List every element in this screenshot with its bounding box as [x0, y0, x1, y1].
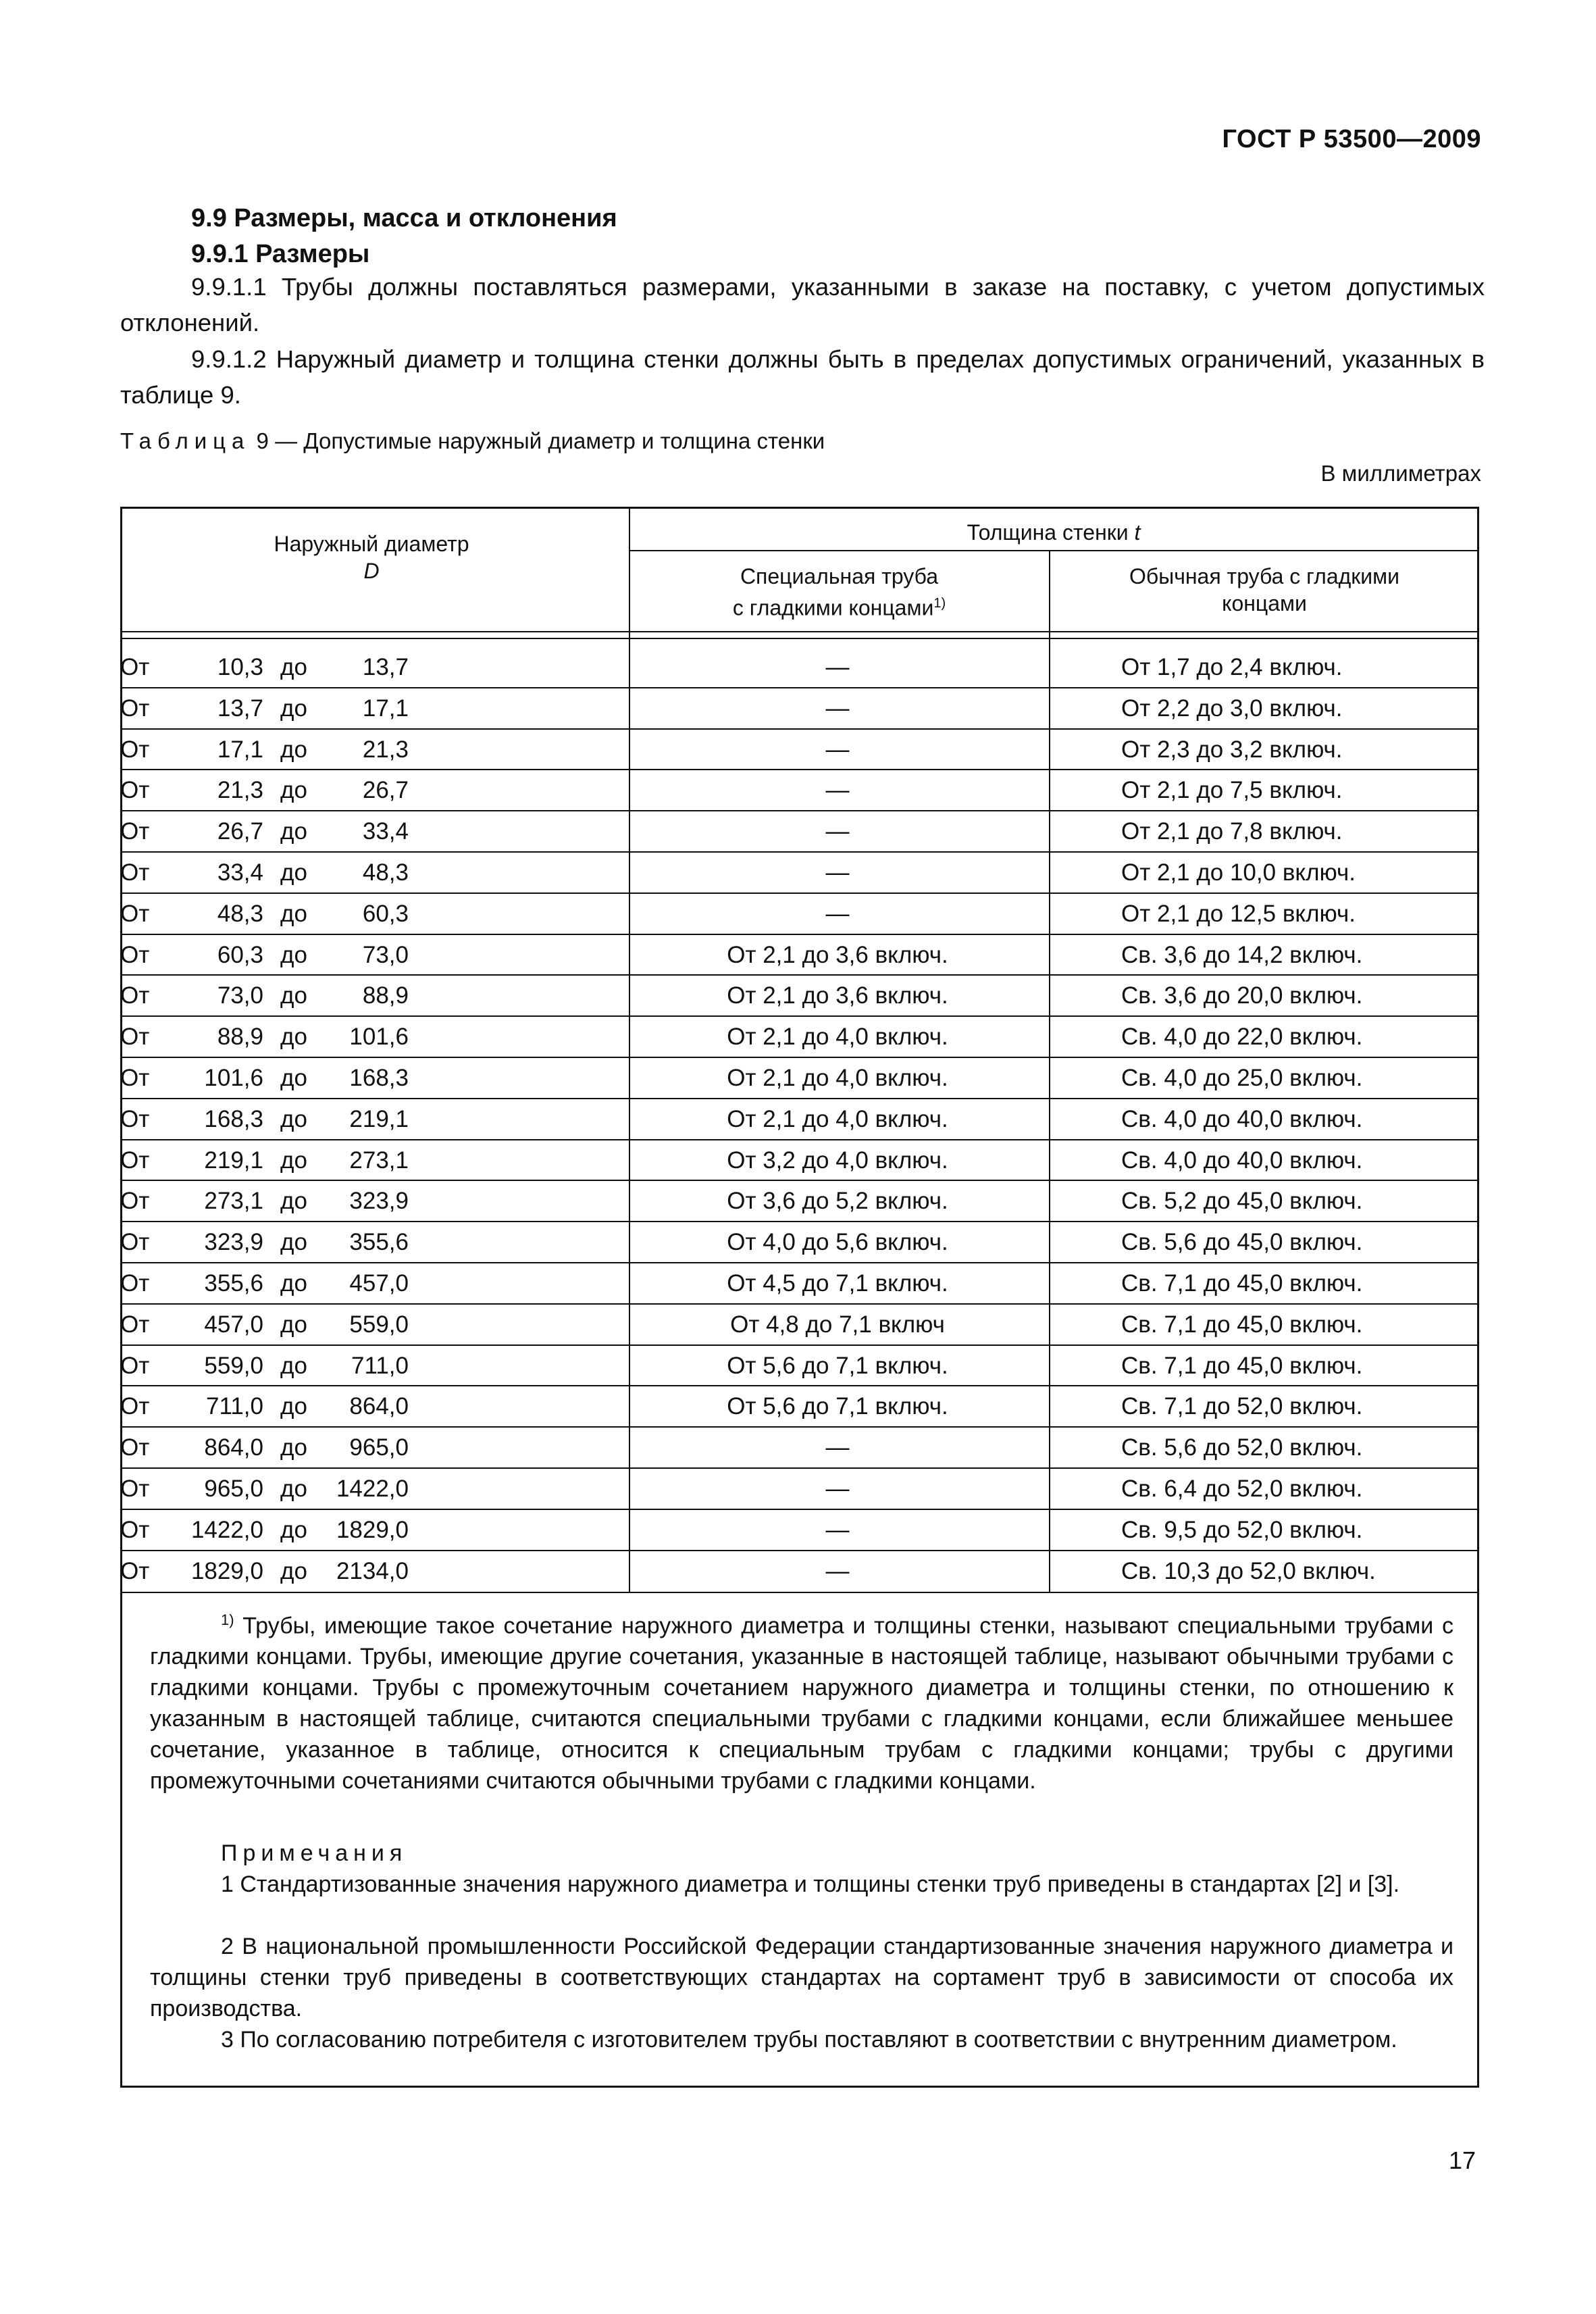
- cell-to-label: до: [280, 654, 307, 680]
- col-header-wall-thickness: [632, 519, 1476, 546]
- cell-special-pipe-thickness: —: [825, 777, 850, 803]
- cell-diameter-to: 48,3: [362, 859, 409, 886]
- cell-to-label: до: [280, 1229, 307, 1255]
- cell-from-label: От: [120, 695, 150, 722]
- cell-diameter-to: 26,7: [362, 777, 409, 803]
- cell-special-pipe-thickness: —: [825, 736, 850, 763]
- cell-from-label: От: [120, 1353, 150, 1379]
- table-caption-word: Таблица: [120, 428, 251, 453]
- cell-special-pipe-thickness: От 5,6 до 7,1 включ.: [727, 1353, 948, 1379]
- cell-diameter-from: 1829,0: [190, 1558, 263, 1584]
- cell-special-pipe-thickness: От 3,2 до 4,0 включ.: [727, 1147, 948, 1174]
- cell-diameter-from: 73,0: [217, 982, 263, 1009]
- cell-regular-pipe-thickness: Св. 5,2 до 45,0 включ.: [1121, 1188, 1363, 1214]
- cell-from-label: От: [120, 1517, 150, 1543]
- col-header-regular-pipe-line2: концами: [1222, 591, 1307, 615]
- cell-diameter-to: 457,0: [349, 1270, 409, 1297]
- cell-diameter-to: 1829,0: [336, 1517, 409, 1543]
- cell-to-label: до: [280, 859, 307, 886]
- cell-diameter-to: 559,0: [349, 1311, 409, 1338]
- cell-special-pipe-thickness: От 5,6 до 7,1 включ.: [727, 1393, 948, 1419]
- cell-diameter-from: 101,6: [204, 1065, 263, 1091]
- cell-from-label: От: [120, 1311, 150, 1338]
- cell-to-label: до: [280, 982, 307, 1009]
- subsection-heading: 9.9.1 Размеры: [191, 240, 370, 268]
- cell-regular-pipe-thickness: От 2,1 до 7,8 включ.: [1121, 818, 1343, 845]
- cell-special-pipe-thickness: От 2,1 до 4,0 включ.: [727, 1106, 948, 1132]
- cell-from-label: От: [120, 1147, 150, 1174]
- col-header-regular-pipe-line1: Обычная труба с гладкими: [1129, 564, 1400, 588]
- col-header-wall-thickness-symbol: t: [1134, 520, 1141, 545]
- cell-diameter-to: 101,6: [349, 1024, 409, 1050]
- table-units: В миллиметрах: [1320, 461, 1481, 486]
- cell-diameter-to: 33,4: [362, 818, 409, 845]
- cell-diameter-from: 559,0: [204, 1353, 263, 1379]
- cell-special-pipe-thickness: —: [825, 695, 850, 722]
- cell-from-label: От: [120, 1434, 150, 1461]
- cell-diameter-to: 17,1: [362, 695, 409, 722]
- table-divider-col2: [1049, 551, 1050, 1592]
- cell-regular-pipe-thickness: Св. 7,1 до 45,0 включ.: [1121, 1353, 1363, 1379]
- cell-from-label: От: [120, 982, 150, 1009]
- table-divider-col1: [629, 508, 630, 1592]
- cell-diameter-to: 2134,0: [336, 1558, 409, 1584]
- cell-from-label: От: [120, 1476, 150, 1502]
- col-header-outer-diameter: [135, 530, 608, 584]
- cell-from-label: От: [120, 1188, 150, 1214]
- notes-title: Примечания: [221, 1840, 408, 1866]
- cell-to-label: до: [280, 1270, 307, 1297]
- cell-diameter-from: 219,1: [204, 1147, 263, 1174]
- cell-from-label: От: [120, 1270, 150, 1297]
- cell-diameter-to: 88,9: [362, 982, 409, 1009]
- note-2: 2 В национальной промышленности Российской Федерации стандартизованные значения наружного диаметра и толщины стенки труб приведены в соответствующих стандартах на сортамент труб в зависимости от способа их производства.: [150, 1934, 1453, 2021]
- cell-regular-pipe-thickness: Св. 3,6 до 14,2 включ.: [1121, 942, 1363, 968]
- col-header-special-pipe: [632, 563, 1047, 622]
- cell-from-label: От: [120, 1229, 150, 1255]
- cell-diameter-from: 273,1: [204, 1188, 263, 1214]
- footnote-marker: 1): [221, 1611, 234, 1628]
- cell-diameter-to: 323,9: [349, 1188, 409, 1214]
- cell-diameter-from: 10,3: [217, 654, 263, 680]
- cell-diameter-from: 17,1: [217, 736, 263, 763]
- cell-diameter-from: 864,0: [204, 1434, 263, 1461]
- cell-regular-pipe-thickness: Св. 5,6 до 52,0 включ.: [1121, 1434, 1363, 1461]
- cell-diameter-to: 60,3: [362, 901, 409, 927]
- cell-diameter-to: 355,6: [349, 1229, 409, 1255]
- cell-from-label: От: [120, 736, 150, 763]
- cell-from-label: От: [120, 1393, 150, 1419]
- cell-diameter-from: 13,7: [217, 695, 263, 722]
- page-number: 17: [1448, 2146, 1476, 2174]
- note-3: 3 По согласованию потребителя с изготовителем трубы поставляют в соответствии с внутренним диаметром.: [221, 2027, 1397, 2053]
- cell-special-pipe-thickness: От 4,8 до 7,1 включ: [730, 1311, 945, 1338]
- cell-to-label: до: [280, 1024, 307, 1050]
- cell-regular-pipe-thickness: Св. 4,0 до 22,0 включ.: [1121, 1024, 1363, 1050]
- cell-diameter-from: 1422,0: [190, 1517, 263, 1543]
- cell-special-pipe-thickness: —: [825, 818, 850, 845]
- cell-to-label: до: [280, 736, 307, 763]
- cell-diameter-from: 21,3: [217, 777, 263, 803]
- cell-special-pipe-thickness: От 2,1 до 3,6 включ.: [727, 982, 948, 1009]
- cell-diameter-from: 26,7: [217, 818, 263, 845]
- cell-regular-pipe-thickness: Св. 4,0 до 25,0 включ.: [1121, 1065, 1363, 1091]
- cell-diameter-from: 33,4: [217, 859, 263, 886]
- table-caption-text: 9 — Допустимые наружный диаметр и толщина стенки: [250, 428, 825, 453]
- cell-special-pipe-thickness: От 2,1 до 4,0 включ.: [727, 1024, 948, 1050]
- document-code: ГОСТ Р 53500—2009: [1222, 125, 1481, 153]
- cell-regular-pipe-thickness: Св. 3,6 до 20,0 включ.: [1121, 982, 1363, 1009]
- cell-special-pipe-thickness: —: [825, 859, 850, 886]
- cell-regular-pipe-thickness: Св. 7,1 до 45,0 включ.: [1121, 1311, 1363, 1338]
- cell-from-label: От: [120, 942, 150, 968]
- section-heading: 9.9 Размеры, масса и отклонения: [191, 204, 617, 232]
- cell-from-label: От: [120, 1558, 150, 1584]
- col-header-outer-diameter-label: Наружный диаметр: [274, 532, 469, 556]
- cell-regular-pipe-thickness: От 2,3 до 3,2 включ.: [1121, 736, 1343, 763]
- cell-regular-pipe-thickness: От 1,7 до 2,4 включ.: [1121, 654, 1343, 680]
- table-footnote: [150, 1605, 1453, 1796]
- cell-diameter-from: 323,9: [204, 1229, 263, 1255]
- cell-to-label: до: [280, 1476, 307, 1502]
- cell-to-label: до: [280, 1517, 307, 1543]
- cell-special-pipe-thickness: —: [825, 1558, 850, 1584]
- col-header-outer-diameter-symbol: D: [363, 559, 380, 583]
- cell-to-label: до: [280, 1065, 307, 1091]
- cell-to-label: до: [280, 777, 307, 803]
- cell-from-label: От: [120, 1065, 150, 1091]
- col-header-special-pipe-line2: с гладкими концами: [732, 595, 934, 620]
- cell-to-label: до: [280, 1311, 307, 1338]
- cell-to-label: до: [280, 1106, 307, 1132]
- cell-to-label: до: [280, 1147, 307, 1174]
- cell-regular-pipe-thickness: Св. 7,1 до 45,0 включ.: [1121, 1270, 1363, 1297]
- cell-diameter-to: 168,3: [349, 1065, 409, 1091]
- cell-special-pipe-thickness: От 2,1 до 3,6 включ.: [727, 942, 948, 968]
- table-divider-header: [122, 631, 1478, 632]
- cell-regular-pipe-thickness: Св. 5,6 до 45,0 включ.: [1121, 1229, 1363, 1255]
- col-header-wall-thickness-label: Толщина стенки: [967, 520, 1129, 545]
- cell-diameter-to: 219,1: [349, 1106, 409, 1132]
- cell-diameter-from: 60,3: [217, 942, 263, 968]
- cell-to-label: до: [280, 901, 307, 927]
- cell-to-label: до: [280, 1434, 307, 1461]
- cell-special-pipe-thickness: —: [825, 1517, 850, 1543]
- cell-to-label: до: [280, 1353, 307, 1379]
- cell-from-label: От: [120, 859, 150, 886]
- cell-special-pipe-thickness: —: [825, 654, 850, 680]
- cell-special-pipe-thickness: От 4,5 до 7,1 включ.: [727, 1270, 948, 1297]
- cell-to-label: до: [280, 1188, 307, 1214]
- cell-to-label: до: [280, 942, 307, 968]
- cell-diameter-to: 965,0: [349, 1434, 409, 1461]
- cell-regular-pipe-thickness: Св. 4,0 до 40,0 включ.: [1121, 1106, 1363, 1132]
- table-divider-group-header: [629, 550, 1478, 551]
- note-1: 1 Стандартизованные значения наружного диаметра и толщины стенки труб приведены в стандартах [2] и [3].: [221, 1871, 1400, 1897]
- cell-from-label: От: [120, 654, 150, 680]
- cell-to-label: до: [280, 818, 307, 845]
- cell-diameter-to: 711,0: [351, 1353, 409, 1379]
- cell-diameter-from: 457,0: [204, 1311, 263, 1338]
- cell-from-label: От: [120, 818, 150, 845]
- cell-to-label: до: [280, 1558, 307, 1584]
- cell-diameter-to: 21,3: [362, 736, 409, 763]
- cell-special-pipe-thickness: От 3,6 до 5,2 включ.: [727, 1188, 948, 1214]
- cell-diameter-from: 965,0: [204, 1476, 263, 1502]
- cell-special-pipe-thickness: —: [825, 1476, 850, 1502]
- cell-diameter-from: 48,3: [217, 901, 263, 927]
- cell-diameter-from: 711,0: [206, 1393, 263, 1419]
- cell-from-label: От: [120, 1024, 150, 1050]
- cell-diameter-from: 168,3: [204, 1106, 263, 1132]
- cell-regular-pipe-thickness: От 2,1 до 7,5 включ.: [1121, 777, 1343, 803]
- cell-regular-pipe-thickness: От 2,2 до 3,0 включ.: [1121, 695, 1343, 722]
- cell-diameter-from: 88,9: [217, 1024, 263, 1050]
- footnote-ref: 1): [933, 596, 946, 611]
- cell-regular-pipe-thickness: Св. 9,5 до 52,0 включ.: [1121, 1517, 1363, 1543]
- paragraph-9-9-1-2: 9.9.1.2 Наружный диаметр и толщина стенки должны быть в пределах допустимых ограничений, указанных в таблице 9.: [120, 345, 1485, 409]
- cell-diameter-to: 13,7: [362, 654, 409, 680]
- cell-diameter-to: 273,1: [349, 1147, 409, 1174]
- cell-special-pipe-thickness: —: [825, 901, 850, 927]
- col-header-special-pipe-line1: Специальная труба: [740, 564, 939, 588]
- cell-diameter-from: 355,6: [204, 1270, 263, 1297]
- cell-regular-pipe-thickness: Св. 6,4 до 52,0 включ.: [1121, 1476, 1363, 1502]
- cell-special-pipe-thickness: —: [825, 1434, 850, 1461]
- table-divider-footnote: [122, 1592, 1478, 1593]
- cell-regular-pipe-thickness: От 2,1 до 10,0 включ.: [1121, 859, 1356, 886]
- cell-regular-pipe-thickness: Св. 4,0 до 40,0 включ.: [1121, 1147, 1363, 1174]
- cell-diameter-to: 864,0: [349, 1393, 409, 1419]
- cell-to-label: до: [280, 1393, 307, 1419]
- cell-to-label: до: [280, 695, 307, 722]
- table-divider-header-double: [122, 638, 1478, 639]
- cell-regular-pipe-thickness: От 2,1 до 12,5 включ.: [1121, 901, 1356, 927]
- cell-regular-pipe-thickness: Св. 7,1 до 52,0 включ.: [1121, 1393, 1363, 1419]
- cell-from-label: От: [120, 901, 150, 927]
- paragraph-9-9-1-1: 9.9.1.1 Трубы должны поставляться размерами, указанными в заказе на поставку, с учетом допустимых отклонений.: [120, 273, 1485, 336]
- cell-diameter-to: 73,0: [362, 942, 409, 968]
- cell-from-label: От: [120, 777, 150, 803]
- footnote-text: Трубы, имеющие такое сочетание наружного диаметра и толщины стенки, называют специальными трубами с гладкими концами. Трубы, имеющие другие сочетания, указанные в настоящей таблице, называют обычными трубами с гладкими концами. Трубы с промежуточным сочетанием наружного диаметра и толщины стенки, по отношению к указанным в настоящей таблице, считаются специальными трубами с гладкими концами, если ближайшее меньшее сочетание, указанное в таблице, относится к специальным трубам с гладкими концами; трубы с другими промежуточными сочетаниями считаются обычными трубами с гладкими концами.: [150, 1613, 1453, 1794]
- cell-diameter-to: 1422,0: [336, 1476, 409, 1502]
- cell-special-pipe-thickness: От 2,1 до 4,0 включ.: [727, 1065, 948, 1091]
- cell-from-label: От: [120, 1106, 150, 1132]
- col-header-regular-pipe: [1052, 563, 1477, 617]
- table-caption: [120, 428, 825, 454]
- cell-special-pipe-thickness: От 4,0 до 5,6 включ.: [727, 1229, 948, 1255]
- cell-regular-pipe-thickness: Св. 10,3 до 52,0 включ.: [1121, 1558, 1376, 1584]
